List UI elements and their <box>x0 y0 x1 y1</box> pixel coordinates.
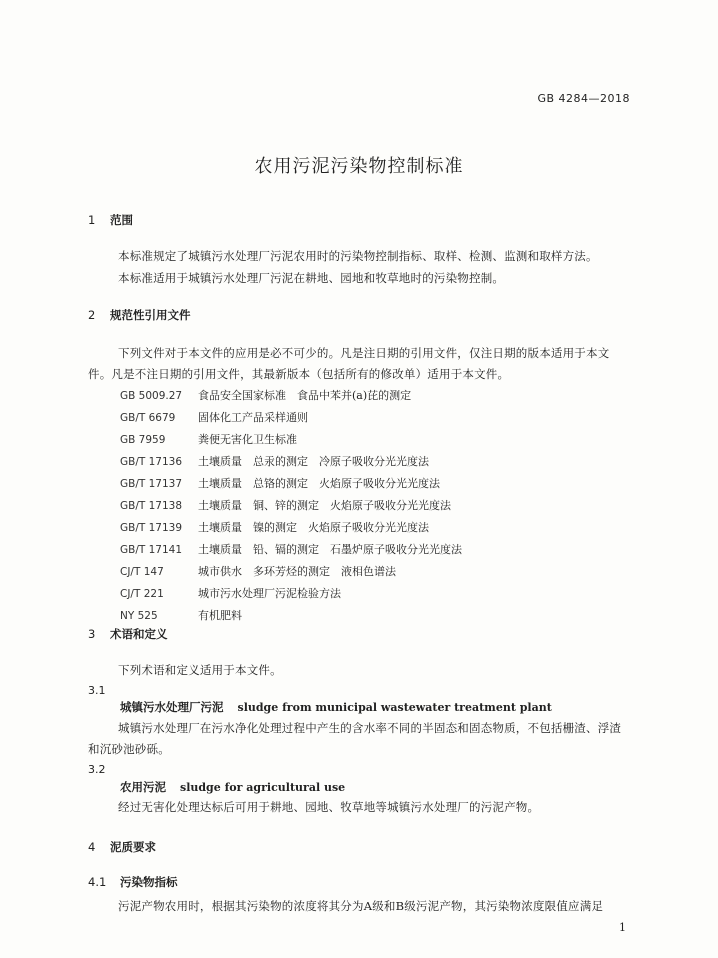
subsection-4-1-heading <box>88 874 178 890</box>
reference-item <box>120 607 242 623</box>
reference-item <box>120 497 451 513</box>
reference-code: GB/T 17141 <box>120 544 183 556</box>
term-chinese: 城镇污水处理厂污泥 <box>120 700 224 714</box>
reference-item <box>120 585 341 601</box>
reference-code: GB/T 6679 <box>120 412 176 424</box>
reference-title: 城市供水 多环芳烃的测定 液相色谱法 <box>198 565 396 578</box>
reference-title: 粪便无害化卫生标准 <box>198 433 297 446</box>
section-4-paragraph: 污泥产物农用时，根据其污染物的浓度将其分为A级和B级污泥产物，其污染物浓度限值应满足 <box>118 899 604 913</box>
reference-code: CJ/T 221 <box>120 588 164 600</box>
reference-code: GB/T 17136 <box>120 456 183 468</box>
reference-item <box>120 563 396 579</box>
section-1-paragraph: 本标准适用于城镇污水处理厂污泥在耕地、园地和牧草地时的污染物控制。 <box>118 271 505 285</box>
reference-item <box>120 475 440 491</box>
term-definition: 城镇污水处理厂在污水净化处理过程中产生的含水率不同的半固态和固态物质，不包括栅渣、浮渣 <box>118 721 622 735</box>
term-entry <box>120 779 345 795</box>
reference-code: NY 525 <box>120 610 158 622</box>
reference-code: GB 5009.27 <box>120 390 183 402</box>
reference-title: 土壤质量 铜、锌的测定 火焰原子吸收分光光度法 <box>198 499 451 512</box>
reference-title: 有机肥料 <box>198 609 242 622</box>
reference-item <box>120 541 462 557</box>
section-3-intro: 下列术语和定义适用于本文件。 <box>118 663 282 677</box>
term-number: 3.2 <box>88 763 106 776</box>
reference-title: 食品安全国家标准 食品中苯并(a)芘的测定 <box>198 389 412 402</box>
reference-title: 土壤质量 镍的测定 火焰原子吸收分光光度法 <box>198 521 429 534</box>
term-definition: 经过无害化处理达标后可用于耕地、园地、牧草地等城镇污水处理厂的污泥产物。 <box>118 800 540 814</box>
reference-item <box>120 453 429 469</box>
term-entry <box>120 699 552 715</box>
term-definition: 和沉砂池砂砾。 <box>88 742 170 756</box>
section-title: 范围 <box>110 213 133 227</box>
reference-item <box>120 387 411 403</box>
section-1-heading <box>88 212 133 228</box>
reference-code: GB/T 17139 <box>120 522 183 534</box>
reference-code: GB/T 17137 <box>120 478 183 490</box>
subsection-title: 污染物指标 <box>120 875 178 889</box>
reference-code: GB/T 17138 <box>120 500 183 512</box>
section-title: 规范性引用文件 <box>110 308 191 322</box>
section-number: 1 <box>88 213 96 227</box>
reference-title: 土壤质量 铅、镉的测定 石墨炉原子吸收分光光度法 <box>198 543 462 556</box>
reference-item <box>120 431 297 447</box>
term-english: sludge for agricultural use <box>180 781 346 794</box>
page-number: 1 <box>619 921 626 934</box>
section-number: 4 <box>88 840 96 854</box>
section-4-heading <box>88 839 156 855</box>
section-1-paragraph: 本标准规定了城镇污水处理厂污泥农用时的污染物控制指标、取样、检测、监测和取样方法。 <box>118 249 598 263</box>
standard-code: GB 4284—2018 <box>537 92 630 105</box>
term-chinese: 农用污泥 <box>120 780 166 794</box>
reference-code: GB 7959 <box>120 434 166 446</box>
reference-item <box>120 409 308 425</box>
document-title: 农用污泥污染物控制标准 <box>254 156 464 177</box>
reference-item <box>120 519 429 535</box>
section-title: 术语和定义 <box>110 627 168 641</box>
reference-title: 土壤质量 总铬的测定 火焰原子吸收分光光度法 <box>198 477 440 490</box>
section-2-intro-line: 件。凡是不注日期的引用文件，其最新版本（包括所有的修改单）适用于本文件。 <box>88 367 510 381</box>
section-3-heading <box>88 626 168 642</box>
section-2-intro-line: 下列文件对于本文件的应用是必不可少的。凡是注日期的引用文件，仅注日期的版本适用于本文 <box>118 346 610 360</box>
term-number: 3.1 <box>88 684 106 697</box>
term-english: sludge from municipal wastewater treatment plant <box>237 701 552 714</box>
section-number: 3 <box>88 627 96 641</box>
subsection-number: 4.1 <box>88 875 107 889</box>
reference-title: 土壤质量 总汞的测定 冷原子吸收分光光度法 <box>198 455 429 468</box>
section-title: 泥质要求 <box>110 840 156 854</box>
section-2-heading <box>88 307 191 323</box>
section-number: 2 <box>88 308 96 322</box>
reference-title: 固体化工产品采样通则 <box>198 411 308 424</box>
reference-title: 城市污水处理厂污泥检验方法 <box>198 587 341 600</box>
reference-code: CJ/T 147 <box>120 566 164 578</box>
